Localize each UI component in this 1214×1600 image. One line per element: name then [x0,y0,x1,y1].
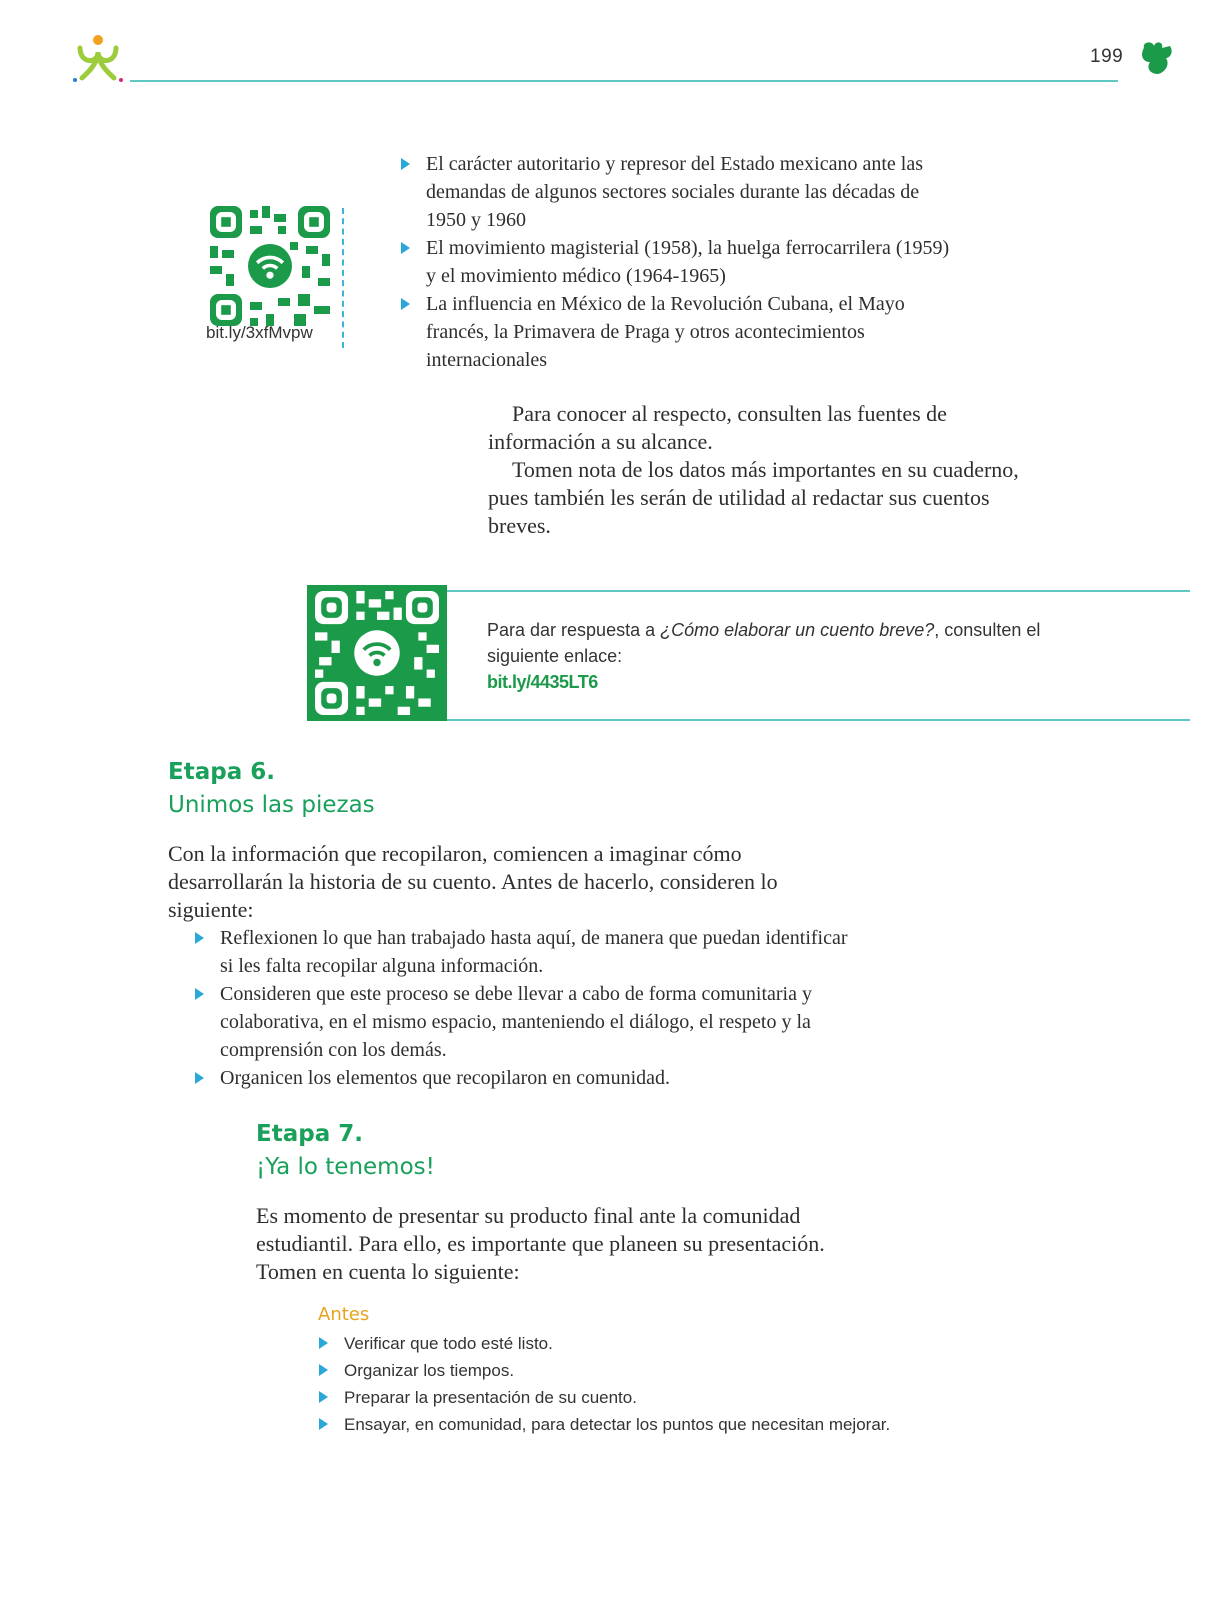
stage-6-paragraph: Con la información que recopilaron, comiencen a imaginar cómo desarrollarán la historia de su cuento. Antes de hacerlo, consideren lo siguiente: [168,841,778,922]
stage-7-title: ¡Ya lo tenemos! [256,1154,435,1180]
header-rule [130,80,1118,82]
list-item: Verificar que todo esté listo. [316,1330,936,1357]
list-item: Consideren que este proceso se debe llevar a cabo de forma comunitaria y colaborativa, en el mismo espacio, manteniendo el diálogo, el respeto y la comprensión con los demás. [192,980,852,1064]
stage-7-number: Etapa 7. [256,1121,363,1147]
list-item: El carácter autoritario y represor del Estado mexicano ante las demandas de algunos sectores sociales durante las décadas de 1950 y 1960 [398,150,958,234]
list-item: Ensayar, en comunidad, para detectar los puntos que necesitan mejorar. [316,1411,936,1438]
callout-bottom-rule [447,719,1190,721]
list-item: Organicen los elementos que recopilaron en comunidad. [192,1064,852,1092]
intro-topic-list [398,150,958,374]
list-item: Organizar los tiempos. [316,1357,936,1384]
stage-6-title: Unimos las piezas [168,792,375,818]
antes-subheading: Antes [318,1304,370,1325]
callout-top-rule [447,590,1190,592]
list-item: Preparar la presentación de su cuento. [316,1384,936,1411]
research-note [488,400,1028,540]
link-callout-box [307,585,1190,721]
corner-glyph-icon [1140,40,1174,76]
list-item: El movimiento magisterial (1958), la huelga ferrocarrilera (1959) y el movimiento médico (1964-1965) [398,234,958,290]
qr-code-2-icon[interactable] [315,591,439,715]
antes-list [316,1330,936,1438]
list-item: Reflexionen lo que han trabajado hasta aquí, de manera que puedan identificar si les falta recopilar alguna información. [192,924,852,980]
stage-6-list [192,924,852,1092]
stage-6-number: Etapa 6. [168,759,275,785]
qr-code-1-icon[interactable] [210,205,330,327]
callout-question: ¿Cómo elaborar un cuento breve? [660,620,935,640]
page-number: 199 [1090,46,1124,67]
program-logo-icon [72,34,124,84]
dashed-divider [342,208,344,348]
callout-text-before: Para dar respuesta a [487,620,661,640]
qr-1-link-caption[interactable]: bit.ly/3xfMvpw [206,323,313,342]
list-item: La influencia en México de la Revolución Cubana, el Mayo francés, la Primavera de Praga y otros acontecimientos internacionales [398,290,958,374]
stage-7-heading [256,1118,435,1184]
stage-7-paragraph: Es momento de presentar su producto final ante la comunidad estudiantil. Para ello, es importante que planeen su presentación. Tomen en cuenta lo siguiente: [256,1203,825,1284]
callout-text [487,617,1087,695]
note-paragraph-1: Para conocer al respecto, consulten las fuentes de información a su alcance. [488,401,947,454]
callout-text-after: , consulten el siguiente enlace: [487,620,1041,666]
qr-code-2-panel[interactable] [307,585,447,721]
stage-6-heading [168,756,375,822]
note-paragraph-2: Tomen nota de los datos más importantes en su cuaderno, pues también les serán de utilidad al redactar sus cuentos breves. [488,457,1019,538]
callout-url-link[interactable]: bit.ly/4435LT6 [487,672,598,692]
